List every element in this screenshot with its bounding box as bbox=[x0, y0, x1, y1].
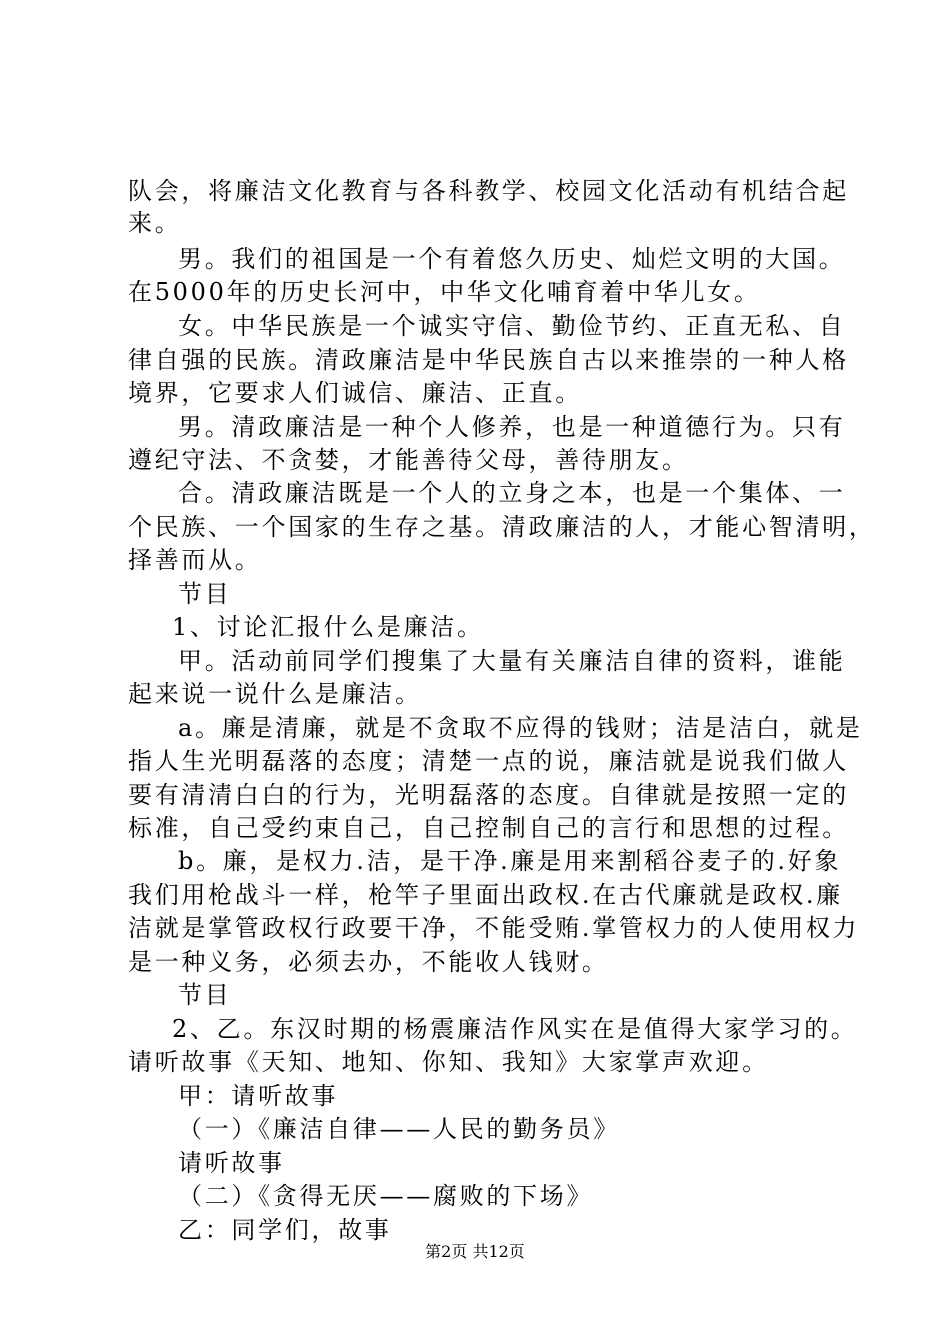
text-line: 甲。活动前同学们搜集了大量有关廉洁自律的资料，谁能 bbox=[178, 647, 846, 675]
text-line: 标准，自己受约束自己，自己控制自己的言行和思想的过程。 bbox=[128, 814, 849, 842]
text-line: 洁就是掌管政权行政要干净，不能受贿.掌管权力的人使用权力 bbox=[128, 914, 860, 942]
section-heading: 节目 bbox=[178, 580, 232, 608]
text-line: 起来说一说什么是廉洁。 bbox=[128, 680, 422, 708]
text-line: 择善而从。 bbox=[128, 546, 262, 574]
text-line: 个民族、一个国家的生存之基。清政廉洁的人，才能心智清明， bbox=[128, 513, 876, 541]
text-line: 在5000年的历史长河中，中华文化哺育着中华儿女。 bbox=[128, 278, 761, 306]
text-line: 要有清清白白的行为，光明磊落的态度。自律就是按照一定的 bbox=[128, 781, 849, 809]
text-line: 队会，将廉洁文化教育与各科教学、校园文化活动有机结合起 bbox=[128, 177, 849, 205]
section-heading: 节目 bbox=[178, 981, 232, 1009]
text-line: 2、乙。东汉时期的杨震廉洁作风实在是值得大家学习的。 bbox=[172, 1015, 858, 1043]
text-line: 来。 bbox=[128, 209, 182, 237]
text-line: 男。清政廉洁是一种个人修养，也是一种道德行为。只有 bbox=[178, 413, 846, 441]
text-line: 律自强的民族。清政廉洁是中华民族自古以来推崇的一种人格 bbox=[128, 346, 849, 374]
text-line: （二）《贪得无厌——腐败的下场》 bbox=[178, 1182, 594, 1210]
page-number-footer: 第2页 共12页 bbox=[425, 1242, 525, 1261]
text-line: 我们用枪战斗一样，枪竿子里面出政权.在古代廉就是政权.廉 bbox=[128, 881, 843, 909]
text-line: 合。清政廉洁既是一个人的立身之本，也是一个集体、一 bbox=[178, 479, 846, 507]
text-line: 请听故事 bbox=[178, 1149, 285, 1177]
text-line: 是一种义务，必须去办，不能收人钱财。 bbox=[128, 948, 609, 976]
text-line: b。廉，是权力.洁，是干净.廉是用来割稻谷麦子的.好象 bbox=[178, 847, 842, 875]
text-line: 乙：同学们，故事 bbox=[178, 1216, 392, 1244]
text-line: 请听故事《天知、地知、你知、我知》大家掌声欢迎。 bbox=[128, 1048, 769, 1076]
text-line: 境界，它要求人们诚信、廉洁、正直。 bbox=[128, 379, 582, 407]
text-line: 甲：请听故事 bbox=[178, 1082, 339, 1110]
text-line: a。廉是清廉，就是不贪取不应得的钱财；洁是洁白，就是 bbox=[178, 714, 863, 742]
text-line: 女。中华民族是一个诚实守信、勤俭节约、正直无私、自 bbox=[178, 312, 846, 340]
text-line: 指人生光明磊落的态度；清楚一点的说，廉洁就是说我们做人 bbox=[128, 747, 849, 775]
text-line: 男。我们的祖国是一个有着悠久历史、灿烂文明的大国。 bbox=[178, 245, 846, 273]
text-line: 遵纪守法、不贪婪，才能善待父母，善待朋友。 bbox=[128, 446, 689, 474]
text-line: 1、讨论汇报什么是廉洁。 bbox=[172, 613, 484, 641]
text-line: （一）《廉洁自律——人民的勤务员》 bbox=[178, 1115, 620, 1143]
